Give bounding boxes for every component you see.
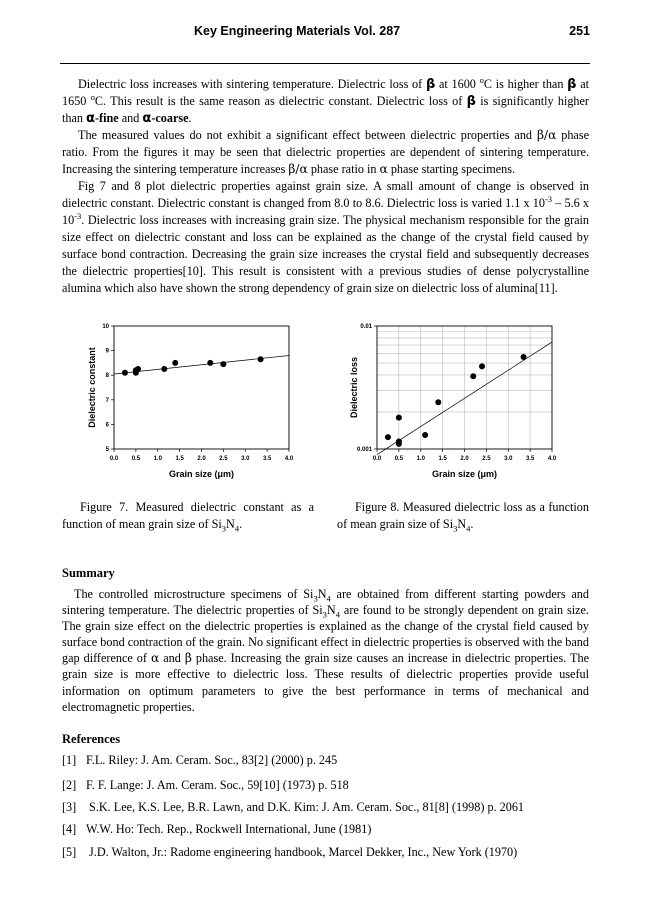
y-tick-label: 0.01 xyxy=(360,324,372,330)
data-point xyxy=(122,370,128,376)
x-tick-label: 2.0 xyxy=(460,456,469,462)
x-tick-label: 4.0 xyxy=(547,456,557,462)
data-point xyxy=(161,366,167,372)
y-tick-label: 7 xyxy=(105,397,109,404)
y-axis-label: Dielectric constant xyxy=(87,347,97,428)
figure-8-chart xyxy=(343,318,573,488)
data-point xyxy=(207,360,213,366)
x-tick-label: 2.5 xyxy=(219,456,228,462)
x-tick-label: 3.5 xyxy=(262,456,272,462)
y-tick-label: 5 xyxy=(105,447,109,453)
x-tick-label: 0.5 xyxy=(394,456,404,462)
reference-item: [4] W.W. Ho: Tech. Rep., Rockwell International, June (1981) xyxy=(62,822,372,836)
x-tick-label: 3.0 xyxy=(504,456,513,462)
data-point xyxy=(435,399,441,405)
x-tick-label: 0.0 xyxy=(109,456,119,462)
data-point xyxy=(385,434,391,440)
y-tick-label: 8 xyxy=(105,373,109,380)
x-tick-label: 3.0 xyxy=(241,456,250,462)
summary-paragraph: The controlled microstructure specimens of $Si_3N_4$ are obtained from different starting powders and sintering temperature. The dielectric properties of $Si_3N_4$ are found to be strongly dependent on grain size. The grain size effect on the dielectric properties is explained as the change of the crystal field caused by surface bond contraction of the grain. No significant effect in dielectric properties is observed with the band gap difference of α and β phase. Increasing the grain size causes an increase in dielectric properties. The grain size is more effective to dielectric loss. These results of dielectric properties provide useful information on optimum parameters to give the best performance in terms of mechanical and electromagnetic properties. xyxy=(62,587,589,714)
summary-heading: Summary xyxy=(62,566,115,580)
y-tick-label: 6 xyxy=(105,422,109,429)
data-point xyxy=(470,373,476,379)
figure-7-caption: Figure 7. Measured dielectric constant as a function of mean grain size of $Si_3N_4$. xyxy=(62,500,314,534)
data-point xyxy=(220,361,226,367)
x-tick-label: 1.5 xyxy=(175,456,184,462)
paragraph-1: Dielectric loss increases with sintering temperature. Dielectric loss of β at 1600 $^o$C is higher than β at 1650 $^o$C. This result is the same reason as dielectric constant. Dielectric loss of β is significantly higher than α-fine and α-coarse. xyxy=(62,74,590,126)
x-tick-label: 1.0 xyxy=(153,456,162,462)
data-point xyxy=(135,366,141,372)
reference-item: [2] F. F. Lange: J. Am. Ceram. Soc., 59[10] (1973) p. 518 xyxy=(62,778,349,792)
data-point xyxy=(258,356,264,362)
x-tick-label: 2.0 xyxy=(197,456,206,462)
x-tick-label: 0.0 xyxy=(372,456,382,462)
y-tick-label: 9 xyxy=(105,348,109,355)
x-tick-label: 0.5 xyxy=(131,456,141,462)
figure-7-svg xyxy=(80,318,310,483)
data-point xyxy=(396,415,402,421)
page-number: 251 xyxy=(569,24,590,38)
x-tick-label: 4.0 xyxy=(284,456,294,462)
data-point xyxy=(172,360,178,366)
x-axis-label: Grain size (μm) xyxy=(168,469,235,479)
reference-item: [1] F.L. Riley: J. Am. Ceram. Soc., 83[2] (2000) p. 245 xyxy=(62,753,338,767)
body-text xyxy=(62,76,589,297)
data-point xyxy=(422,432,428,438)
figure-7-chart xyxy=(80,318,310,488)
y-tick-label: 10 xyxy=(102,324,109,330)
reference-item: [5] J.D. Walton, Jr.: Radome engineering handbook, Marcel Dekker, Inc., New York (1970) xyxy=(62,845,518,859)
reference-item: [3] S.K. Lee, K.S. Lee, B.R. Lawn, and D.K. Kim: J. Am. Ceram. Soc., 81[8] (1998) p. 2061 xyxy=(62,800,525,814)
figure-8-caption: Figure 8. Measured dielectric loss as a function of mean grain size of $Si_3N_4$. xyxy=(337,500,589,534)
x-tick-label: 2.5 xyxy=(482,456,491,462)
y-axis-label: Dielectric loss xyxy=(349,356,359,419)
x-tick-label: 3.5 xyxy=(525,456,535,462)
y-tick-label: 0.001 xyxy=(356,447,372,453)
data-point xyxy=(521,354,527,360)
data-point xyxy=(396,439,402,445)
paragraph-2: The measured values do not exhibit a significant effect between dielectric properties and β/α phase ratio. From the figures it may be seen that dielectric properties are dependent of sintering temperature. Increasing the sintering temperature increases β/α phase ratio in α phase starting specimens. xyxy=(62,128,589,176)
paragraph-3: Fig 7 and 8 plot dielectric properties against grain size. A small amount of change is observed in dielectric constant. Dielectric constant is changed from 8.0 to 8.6. Dielectric loss is varied 1.1 x $10^{-3} - 5.6$ x $10^{-3}$. Dielectric loss increases with increasing grain size. The physical mechanism responsible for the grain size effect on dielectric constant and loss can be explained as the change of the crystal field caused by surface bond contraction. Decreasing the grain size increases the crystal field and subsequently decreases the dielectric properties[10]. This result is consistent with a previous studies of dense polycrystalline alumina which also have shown the strong dependency of grain size on dielectric loss of alumina[11]. xyxy=(62,179,589,295)
plot-frame xyxy=(114,326,289,449)
x-tick-label: 1.5 xyxy=(438,456,447,462)
figure-8-svg xyxy=(343,318,573,483)
references-heading: References xyxy=(62,732,121,746)
x-axis-label: Grain size (μm) xyxy=(431,469,498,479)
header-rule xyxy=(60,63,590,64)
x-tick-label: 1.0 xyxy=(416,456,425,462)
journal-title: Key Engineering Materials Vol. 287 xyxy=(194,24,401,38)
data-point xyxy=(479,363,485,369)
